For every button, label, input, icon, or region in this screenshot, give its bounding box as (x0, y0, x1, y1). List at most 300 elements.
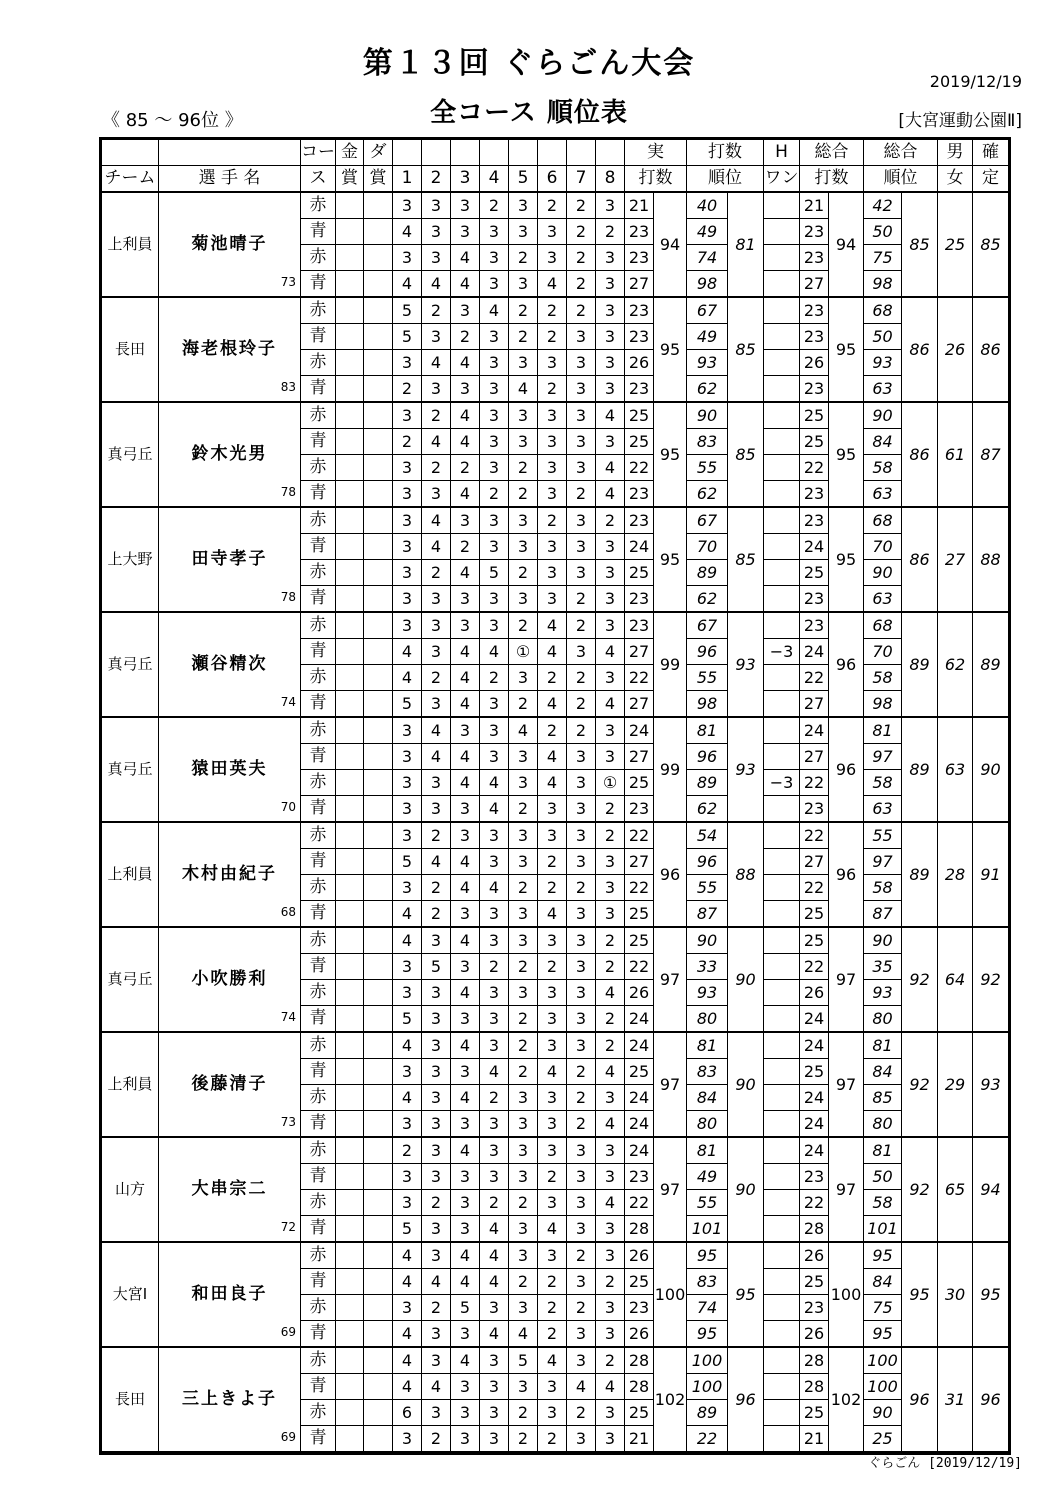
hole-score: 4 (393, 1347, 422, 1374)
round-rank: 89 (687, 560, 728, 586)
hole-in-one-adj (764, 1347, 800, 1374)
hole-score: 3 (480, 534, 509, 560)
round-score: 22 (625, 822, 654, 849)
hole-score: 4 (393, 927, 422, 954)
hole-score: 3 (538, 1400, 567, 1426)
hole-in-one-adj (764, 1242, 800, 1269)
gold-cell (336, 1269, 364, 1295)
player-name: 瀬谷精次 (191, 654, 268, 674)
hole-score: 4 (480, 770, 509, 796)
hole-score: 3 (538, 796, 567, 823)
da-cell (364, 1032, 393, 1059)
score-rank: 85 (728, 507, 764, 612)
hole-in-one-adj (764, 1321, 800, 1348)
total-round-rank: 58 (864, 1190, 902, 1216)
course-cell: 青 (301, 691, 336, 718)
da-cell (364, 1347, 393, 1374)
total-rank: 86 (902, 297, 938, 402)
round-score: 28 (625, 1374, 654, 1400)
score-rank: 88 (728, 822, 764, 927)
total-round-score: 24 (800, 717, 829, 744)
course-cell: 赤 (301, 822, 336, 849)
round-rank: 49 (687, 324, 728, 350)
hole-score: 4 (509, 1321, 538, 1348)
da-cell (364, 455, 393, 481)
hole-score: 3 (596, 271, 625, 298)
hole-score: 3 (480, 980, 509, 1006)
round-rank: 80 (687, 1111, 728, 1138)
hole-score: 5 (393, 1006, 422, 1033)
player-name: 菊池晴子 (191, 234, 268, 254)
hole-in-one-adj (764, 1164, 800, 1190)
round-score: 26 (625, 350, 654, 376)
hole-score: 3 (480, 1400, 509, 1426)
round-score: 24 (625, 534, 654, 560)
table-row (102, 1032, 1009, 1059)
team-cell: 真弓丘 (102, 927, 159, 1032)
round-rank: 83 (687, 429, 728, 455)
hole-in-one-adj (764, 1295, 800, 1321)
hole-score: 2 (567, 586, 596, 613)
hole-score: 3 (538, 560, 567, 586)
hole-score: 4 (567, 1374, 596, 1400)
hole-score: 3 (451, 219, 480, 245)
hole-score: 4 (451, 1085, 480, 1111)
table-row (102, 1347, 1009, 1374)
total-round-score: 21 (800, 1426, 829, 1453)
hole-score: 2 (596, 927, 625, 954)
hole-score: 3 (422, 1216, 451, 1243)
round-score: 24 (625, 1006, 654, 1033)
actual-total: 99 (654, 717, 687, 822)
round-rank: 100 (687, 1374, 728, 1400)
hole-score: 3 (393, 1059, 422, 1085)
hole-score: 4 (393, 1321, 422, 1348)
hole-score: 3 (393, 875, 422, 901)
hole-score: 2 (509, 455, 538, 481)
course-cell: 青 (301, 639, 336, 665)
hole-score: 3 (422, 1321, 451, 1348)
total-score: 95 (829, 507, 864, 612)
hole-score: 5 (422, 954, 451, 980)
hole-score: 5 (393, 297, 422, 324)
da-cell (364, 1190, 393, 1216)
gold-cell (336, 271, 364, 298)
header-hole: 2 (422, 166, 451, 193)
hole-score: 3 (596, 875, 625, 901)
page-subtitle: 全コース 順位表 (430, 98, 628, 128)
hole-score: 3 (538, 1085, 567, 1111)
hole-score: 2 (596, 1006, 625, 1033)
hole-in-one-adj (764, 1006, 800, 1033)
total-rank: 92 (902, 1032, 938, 1137)
hole-score: 3 (538, 245, 567, 271)
header-hole: 8 (596, 166, 625, 193)
total-score: 100 (829, 1242, 864, 1347)
hole-in-one-adj (764, 219, 800, 245)
total-score: 96 (829, 612, 864, 717)
round-rank: 81 (687, 1137, 728, 1164)
gold-cell (336, 691, 364, 718)
hole-score: 4 (596, 481, 625, 508)
course-cell: 赤 (301, 770, 336, 796)
player-age: 78 (280, 485, 296, 499)
hole-in-one-adj (764, 1374, 800, 1400)
hole-score: 3 (393, 507, 422, 534)
gold-cell (336, 1137, 364, 1164)
hole-score: 3 (567, 822, 596, 849)
player-age: 73 (280, 275, 296, 289)
hole-score: 3 (480, 744, 509, 770)
hole-score: 2 (509, 324, 538, 350)
hole-in-one-adj (764, 1111, 800, 1138)
hole-score: 3 (538, 1374, 567, 1400)
hole-in-one-adj (764, 376, 800, 403)
total-round-rank: 58 (864, 455, 902, 481)
round-score: 25 (625, 402, 654, 429)
hole-score: 2 (509, 612, 538, 639)
hole-score: 2 (567, 192, 596, 219)
round-rank: 95 (687, 1242, 728, 1269)
total-round-rank: 81 (864, 1032, 902, 1059)
team-cell: 真弓丘 (102, 612, 159, 717)
round-score: 23 (625, 297, 654, 324)
total-round-rank: 70 (864, 534, 902, 560)
hole-score: 3 (451, 1164, 480, 1190)
hole-in-one-adj (764, 665, 800, 691)
total-round-rank: 50 (864, 219, 902, 245)
da-cell (364, 612, 393, 639)
hole-score: 4 (393, 639, 422, 665)
total-round-score: 25 (800, 1400, 829, 1426)
hole-score: 3 (422, 481, 451, 508)
round-score: 24 (625, 1085, 654, 1111)
round-score: 25 (625, 560, 654, 586)
score-rank: 81 (728, 192, 764, 297)
round-score: 25 (625, 1269, 654, 1295)
round-score: 23 (625, 245, 654, 271)
hole-score: 2 (596, 1032, 625, 1059)
hole-score: 3 (567, 770, 596, 796)
round-rank: 80 (687, 1006, 728, 1033)
round-rank: 70 (687, 534, 728, 560)
total-round-score: 23 (800, 507, 829, 534)
round-rank: 83 (687, 1269, 728, 1295)
da-cell (364, 744, 393, 770)
hole-score: 4 (451, 1347, 480, 1374)
gender-rank: 63 (938, 717, 973, 822)
hole-score: 4 (451, 744, 480, 770)
hole-score: 3 (538, 1006, 567, 1033)
hole-score: 3 (480, 1347, 509, 1374)
hole-score: 4 (393, 665, 422, 691)
da-cell (364, 350, 393, 376)
total-round-rank: 81 (864, 717, 902, 744)
hole-score: 5 (393, 1216, 422, 1243)
hole-score: 3 (393, 980, 422, 1006)
course-cell: 青 (301, 1321, 336, 1348)
total-rank: 89 (902, 717, 938, 822)
hole-score: 2 (422, 822, 451, 849)
total-round-rank: 80 (864, 1006, 902, 1033)
hole-score: 2 (567, 717, 596, 744)
hole-score: 5 (393, 849, 422, 875)
hole-score: 3 (596, 1085, 625, 1111)
final-rank: 94 (973, 1137, 1009, 1242)
total-round-score: 22 (800, 665, 829, 691)
hole-score: 3 (538, 1111, 567, 1138)
hole-score: 3 (480, 849, 509, 875)
da-cell (364, 1426, 393, 1453)
hole-score: 3 (567, 744, 596, 770)
da-cell (364, 1242, 393, 1269)
round-score: 27 (625, 271, 654, 298)
gold-cell (336, 744, 364, 770)
gold-cell (336, 1190, 364, 1216)
round-score: 23 (625, 1164, 654, 1190)
hole-in-one-adj (764, 507, 800, 534)
da-cell (364, 1216, 393, 1243)
gender-rank: 65 (938, 1137, 973, 1242)
course-cell: 青 (301, 744, 336, 770)
hole-score: 3 (451, 586, 480, 613)
hole-score: 3 (596, 744, 625, 770)
round-rank: 83 (687, 1059, 728, 1085)
da-cell (364, 691, 393, 718)
hole-score: 3 (480, 1137, 509, 1164)
round-rank: 40 (687, 192, 728, 219)
total-score: 96 (829, 717, 864, 822)
actual-total: 99 (654, 612, 687, 717)
hole-in-one-adj (764, 1190, 800, 1216)
course-cell: 青 (301, 534, 336, 560)
hole-in-one-adj: −3 (764, 639, 800, 665)
da-cell (364, 1059, 393, 1085)
round-score: 27 (625, 691, 654, 718)
hole-score: 3 (393, 402, 422, 429)
round-rank: 49 (687, 1164, 728, 1190)
da-cell (364, 560, 393, 586)
round-rank: 49 (687, 219, 728, 245)
header-course: ス (301, 166, 336, 193)
header-cell (538, 140, 567, 166)
total-round-rank: 101 (864, 1216, 902, 1243)
hole-score: 3 (480, 350, 509, 376)
hole-score: 3 (422, 691, 451, 718)
header-row-1 (102, 140, 1009, 166)
hole-score: 3 (422, 796, 451, 823)
header-total: 総合 (800, 140, 864, 166)
hole-score: 3 (567, 1164, 596, 1190)
header-cell (451, 140, 480, 166)
course-cell: 赤 (301, 1295, 336, 1321)
round-rank: 55 (687, 875, 728, 901)
da-cell (364, 534, 393, 560)
header-cell (102, 140, 159, 166)
hole-score: 3 (509, 219, 538, 245)
total-round-score: 23 (800, 1295, 829, 1321)
da-cell (364, 1269, 393, 1295)
gold-cell (336, 849, 364, 875)
hole-score: 3 (567, 1269, 596, 1295)
hole-score: 2 (509, 1006, 538, 1033)
hole-in-one-adj (764, 875, 800, 901)
course-cell: 赤 (301, 875, 336, 901)
total-round-rank: 42 (864, 192, 902, 219)
gender-rank: 26 (938, 297, 973, 402)
total-round-score: 25 (800, 901, 829, 928)
hole-score: 3 (422, 1137, 451, 1164)
table-row (102, 717, 1009, 744)
hole-score: 3 (480, 1426, 509, 1453)
hole-score: 4 (451, 927, 480, 954)
gender-rank: 25 (938, 192, 973, 297)
course-cell: 赤 (301, 1242, 336, 1269)
hole-score: 3 (567, 560, 596, 586)
hole-score: 3 (567, 639, 596, 665)
hole-score: 3 (393, 954, 422, 980)
hole-score: 3 (538, 455, 567, 481)
total-round-rank: 25 (864, 1426, 902, 1453)
round-rank: 67 (687, 297, 728, 324)
course-cell: 青 (301, 219, 336, 245)
team-cell: 山方 (102, 1137, 159, 1242)
course-cell: 青 (301, 1216, 336, 1243)
total-round-rank: 90 (864, 927, 902, 954)
course-cell: 赤 (301, 402, 336, 429)
round-rank: 100 (687, 1347, 728, 1374)
round-rank: 93 (687, 350, 728, 376)
header-rank: 打数 (687, 140, 764, 166)
hole-score: 3 (393, 822, 422, 849)
hole-score: 4 (451, 271, 480, 298)
player-age: 83 (280, 380, 296, 394)
da-cell (364, 927, 393, 954)
hole-score: 5 (393, 691, 422, 718)
gold-cell (336, 639, 364, 665)
total-round-score: 23 (800, 481, 829, 508)
table-row (102, 1137, 1009, 1164)
team-cell: 上利員 (102, 192, 159, 297)
da-cell (364, 639, 393, 665)
round-score: 24 (625, 1111, 654, 1138)
hole-in-one-adj (764, 954, 800, 980)
hole-score: 4 (596, 1059, 625, 1085)
hole-score: 3 (480, 927, 509, 954)
hole-score: 3 (596, 1295, 625, 1321)
course-cell: 赤 (301, 245, 336, 271)
hole-score: 4 (538, 271, 567, 298)
hole-score: 3 (596, 376, 625, 403)
total-score: 97 (829, 927, 864, 1032)
total-round-score: 23 (800, 245, 829, 271)
player-age: 69 (280, 1325, 296, 1339)
hole-score: 2 (480, 1085, 509, 1111)
total-round-score: 25 (800, 402, 829, 429)
hole-score: 2 (596, 796, 625, 823)
gold-cell (336, 1216, 364, 1243)
team-cell: 長田 (102, 1347, 159, 1452)
hole-score: 2 (480, 1190, 509, 1216)
total-round-score: 28 (800, 1347, 829, 1374)
hole-score: 4 (538, 612, 567, 639)
hole-score: 4 (451, 770, 480, 796)
hole-score: 4 (480, 639, 509, 665)
total-round-rank: 68 (864, 612, 902, 639)
hole-score: 4 (393, 271, 422, 298)
hole-score: 2 (596, 822, 625, 849)
round-rank: 96 (687, 849, 728, 875)
total-round-score: 24 (800, 1085, 829, 1111)
total-round-score: 23 (800, 297, 829, 324)
venue-label: [大宮運動公園Ⅱ] (898, 111, 1022, 131)
hole-score: 3 (451, 954, 480, 980)
gold-cell (336, 324, 364, 350)
player-name: 小吹勝利 (191, 969, 268, 989)
total-score: 96 (829, 822, 864, 927)
hole-score: 4 (451, 1269, 480, 1295)
hole-score: 2 (422, 297, 451, 324)
hole-score: 3 (480, 324, 509, 350)
header-total: 打数 (800, 166, 864, 193)
rank-range: 《 85 ～ 96位 》 (102, 110, 243, 131)
da-cell (364, 1137, 393, 1164)
player-name-cell (159, 1242, 301, 1347)
total-round-score: 26 (800, 1321, 829, 1348)
da-cell (364, 219, 393, 245)
total-round-rank: 50 (864, 324, 902, 350)
hole-score: 2 (567, 1295, 596, 1321)
final-rank: 90 (973, 717, 1009, 822)
total-round-rank: 63 (864, 796, 902, 823)
player-name-cell (159, 192, 301, 297)
gender-rank: 30 (938, 1242, 973, 1347)
total-round-score: 25 (800, 927, 829, 954)
total-round-rank: 35 (864, 954, 902, 980)
hole-score: 3 (480, 717, 509, 744)
round-score: 28 (625, 1216, 654, 1243)
total-round-rank: 98 (864, 271, 902, 298)
da-cell (364, 822, 393, 849)
gender-rank: 61 (938, 402, 973, 507)
player-age: 74 (280, 695, 296, 709)
hole-in-one-adj (764, 1032, 800, 1059)
hole-score: 3 (451, 1111, 480, 1138)
hole-in-one-adj (764, 612, 800, 639)
total-round-score: 22 (800, 1190, 829, 1216)
player-name: 和田良子 (191, 1284, 268, 1304)
player-name: 大串宗二 (191, 1179, 268, 1199)
hole-in-one-adj (764, 560, 800, 586)
round-rank: 55 (687, 455, 728, 481)
gold-cell (336, 376, 364, 403)
total-rank: 96 (902, 1347, 938, 1452)
hole-score: 3 (567, 1190, 596, 1216)
hole-score: 3 (422, 1111, 451, 1138)
hole-score: 2 (422, 875, 451, 901)
actual-total: 94 (654, 192, 687, 297)
hole-score: 3 (509, 770, 538, 796)
hole-score: 4 (393, 219, 422, 245)
hole-in-one-adj (764, 1269, 800, 1295)
da-cell (364, 665, 393, 691)
course-cell: 青 (301, 1164, 336, 1190)
round-rank: 81 (687, 717, 728, 744)
course-cell: 青 (301, 1059, 336, 1085)
actual-total: 102 (654, 1347, 687, 1452)
hole-score: 3 (567, 901, 596, 928)
round-rank: 95 (687, 1321, 728, 1348)
